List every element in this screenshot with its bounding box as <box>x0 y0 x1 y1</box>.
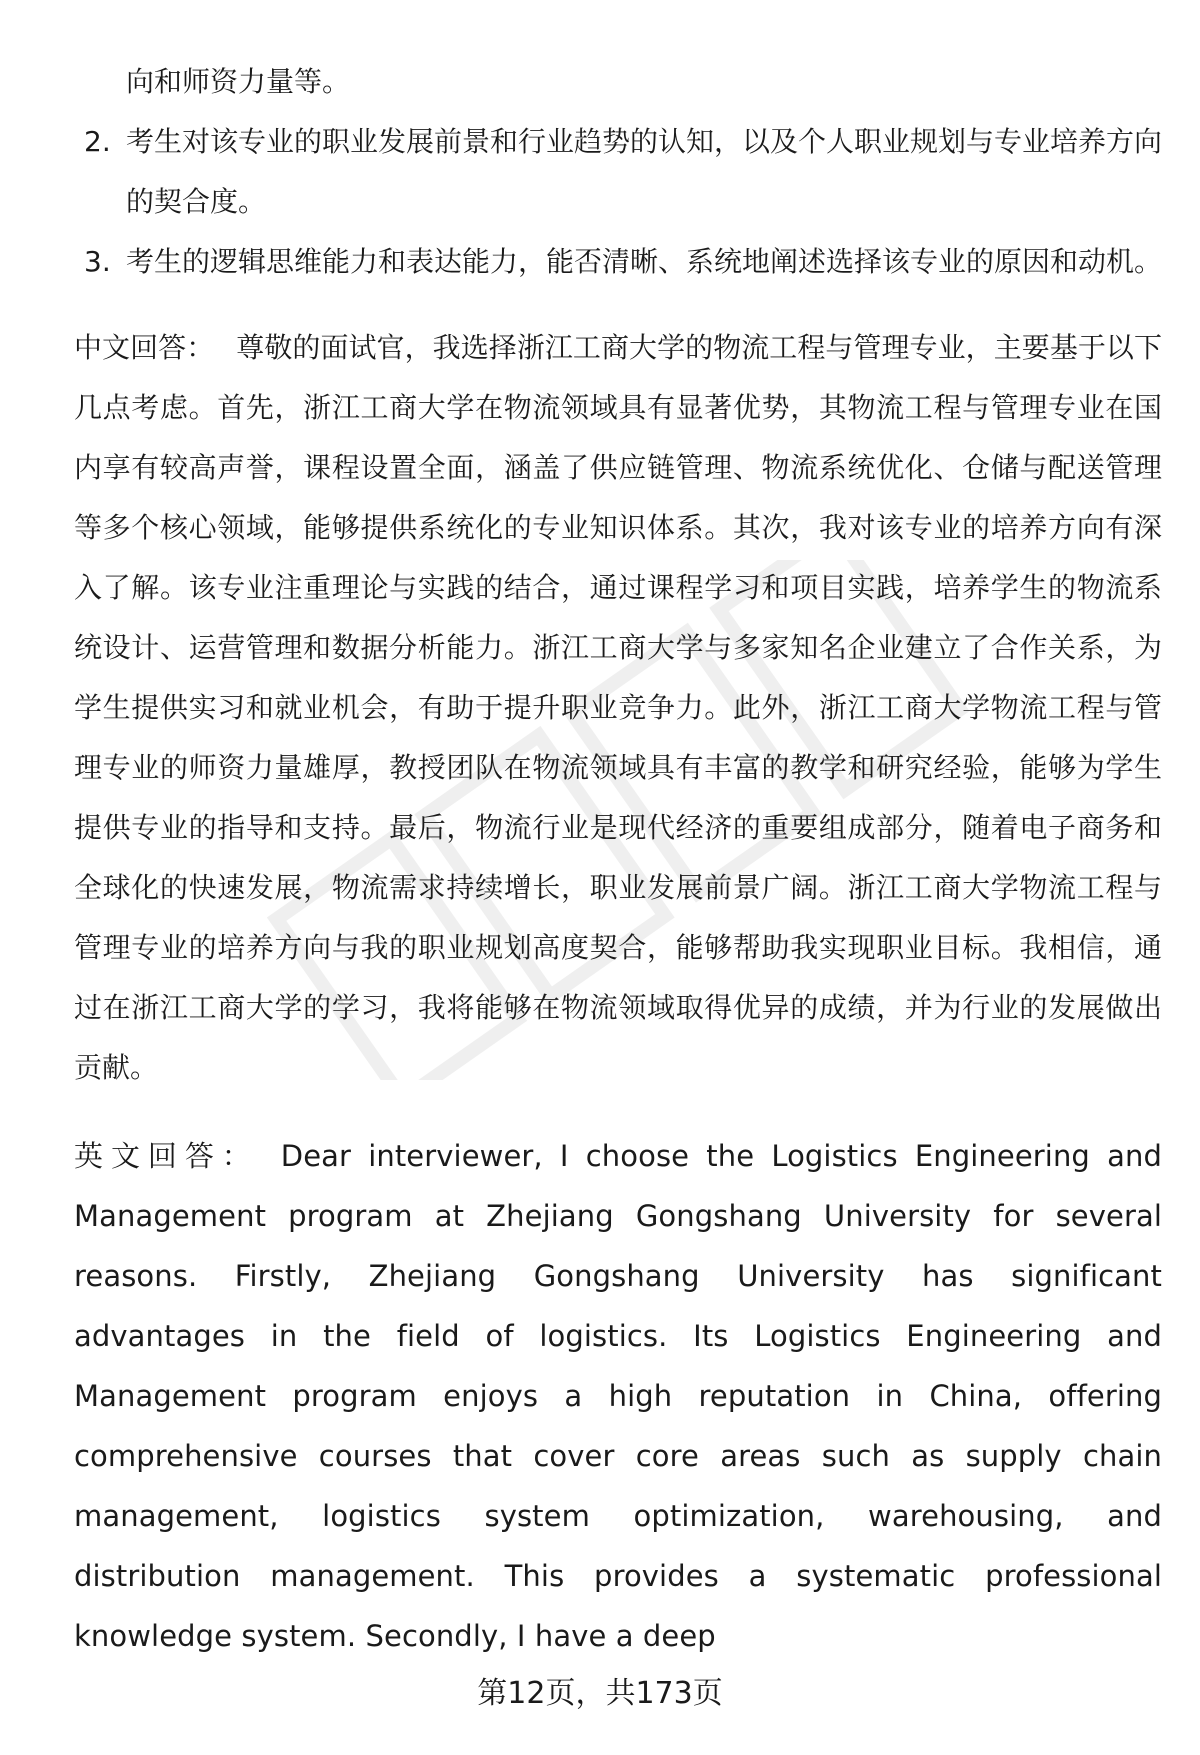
chinese-answer-label: 中文回答： <box>74 331 215 364</box>
page-footer <box>0 1672 1200 1716</box>
list-item-1-tail <box>74 52 1162 112</box>
english-answer-label: 英文回答： <box>74 1139 259 1173</box>
chinese-answer-text: 尊敬的面试官，我选择浙江工商大学的物流工程与管理专业，主要基于以下几点考虑。首先，浙江工商大学在物流领域具有显著优势，其物流工程与管理专业在国内享有较高声誉，课程设置全面，涵盖了供应链管理、物流系统优化、仓储与配送管理等多个核心领域，能够提供系统化的专业知识体系。其次，我对该专业的培养方向有深入了解。该专业注重理论与实践的结合，通过课程学习和项目实践，培养学生的物流系统设计、运营管理和数据分析能力。浙江工商大学与多家知名企业建立了合作关系，为学生提供实习和就业机会，有助于提升职业竞争力。此外，浙江工商大学物流工程与管理专业的师资力量雄厚，教授团队在物流领域具有丰富的教学和研究经验，能够为学生提供专业的指导和支持。最后，物流行业是现代经济的重要组成部分，随着电子商务和全球化的快速发展，物流需求持续增长，职业发展前景广阔。浙江工商大学物流工程与管理专业的培养方向与我的职业规划高度契合，能够帮助我实现职业目标。我相信，通过在浙江工商大学的学习，我将能够在物流领域取得优异的成绩，并为行业的发展做出贡献。 <box>74 331 1162 1084</box>
list-item-number: 3. <box>84 245 111 278</box>
document-page <box>74 52 1162 1695</box>
list-item-text: 考生对该专业的职业发展前景和行业趋势的认知，以及个人职业规划与专业培养方向的契合度。 <box>126 125 1163 218</box>
chinese-answer-paragraph <box>74 318 1162 1098</box>
list-item-text: 考生的逻辑思维能力和表达能力，能否清晰、系统地阐述选择该专业的原因和动机。 <box>126 245 1163 278</box>
list-item-3 <box>74 232 1162 292</box>
page-number-label: 第12页，共173页 <box>477 1676 723 1711</box>
criteria-list <box>74 52 1162 292</box>
list-item-text: 向和师资力量等。 <box>126 65 351 98</box>
english-answer-paragraph <box>74 1126 1162 1666</box>
english-answer-text: Dear interviewer, I choose the Logistics Engineering and Management program at Zhejiang Gongshang University for several reasons. Firstly, Zhejiang Gongshang University has significant advantages in the field of logistics. Its Logistics Engineering and Management program enjoys a high reputation in China, offering comprehensive courses that cover core areas such as supply chain management, logistics system optimization, warehousing, and distribution management. This provides a systematic professional knowledge system. Secondly, I have a deep <box>74 1139 1162 1653</box>
list-item-2 <box>74 112 1162 232</box>
list-item-number: 2. <box>84 125 111 158</box>
